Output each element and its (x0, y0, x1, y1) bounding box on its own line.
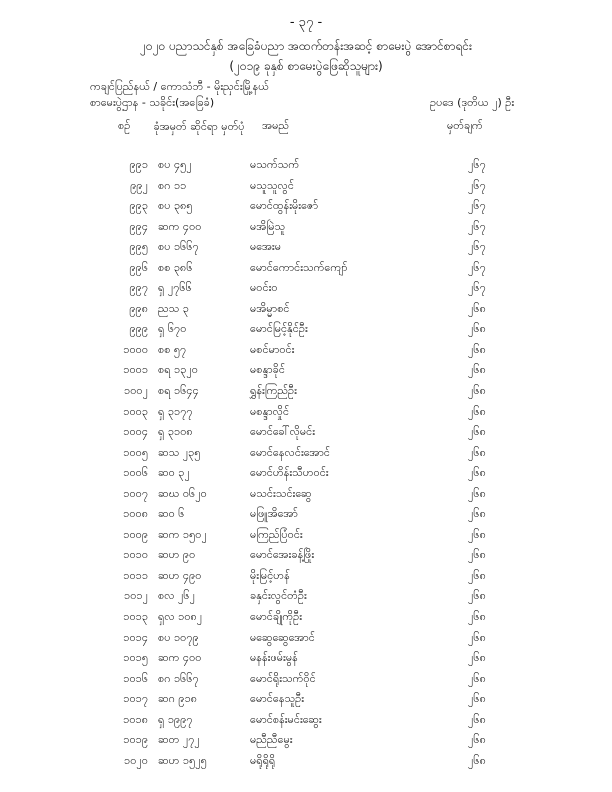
header-serial: စဉ် (118, 119, 131, 132)
row-name: မဖြူအိအော် (250, 507, 298, 521)
table-row (0, 340, 612, 361)
table-row (0, 381, 612, 402)
row-roll-number: ညသ ၃ (158, 301, 189, 315)
row-serial: ၉၉၅ (129, 240, 148, 254)
table-row (0, 463, 612, 484)
table-row (0, 484, 612, 505)
row-remark: ၂၆၈ (468, 568, 486, 582)
table-row (0, 258, 612, 279)
row-roll-number: စဂ ၁၆၆၇ (158, 671, 199, 685)
row-name: မောင်ထွန်းမိုးဇော် (250, 199, 319, 213)
table-row (0, 237, 612, 258)
row-serial: ၁၀၁၈ (123, 712, 148, 726)
row-remark: ၂၆၈ (468, 610, 486, 624)
table-row (0, 689, 612, 710)
row-name: မအိမ္မာစင် (250, 301, 290, 315)
row-remark: ၂၆၈ (468, 733, 486, 747)
row-remark: ၂၆၈ (468, 712, 486, 726)
table-row (0, 669, 612, 690)
table-row (0, 710, 612, 731)
table-row (0, 443, 612, 464)
header-remark: မှတ်ချက် (447, 119, 483, 132)
row-name: မိုးမြင့်ဟန် (250, 568, 290, 582)
row-remark: ၂၆၇ (468, 281, 486, 295)
row-name: မကြည်ပြံဝင်း (250, 527, 303, 541)
row-remark: ၂၆၇ (468, 199, 486, 213)
row-serial: ၁၀၁၃ (123, 610, 148, 624)
row-serial: ၁၀၀၇ (123, 486, 148, 500)
row-roll-number: ရှ ၁၉၉၇ (158, 712, 193, 726)
row-serial: ၁၀၁၁ (123, 568, 148, 582)
row-serial: ၁၀၁၉ (123, 733, 148, 747)
document-subtitle: (၂၀၁၉ ခုနှစ် စာမေးပွဲဖြေဆိုသူများ) (229, 59, 383, 73)
row-name: မစင်မာဝင်း (250, 342, 295, 356)
row-roll-number: ဆတ ၂၇၂ (158, 733, 200, 747)
row-serial: ၉၉၄ (129, 219, 148, 233)
row-roll-number: စဂ ၁၁ (158, 178, 187, 192)
row-remark: ၂၆၈ (468, 466, 486, 480)
row-serial: ၁၀၀၁ (123, 363, 148, 377)
row-remark: ၂၆၈ (468, 301, 486, 315)
table-row (0, 607, 612, 628)
row-serial: ၁၀၁၂ (124, 589, 148, 603)
row-remark: ၂၆၈ (468, 342, 486, 356)
row-name: မောင်ချိုကိုဦး (250, 610, 303, 624)
row-serial: ၉၉၆ (129, 260, 148, 274)
row-remark: ၂၆၈ (468, 384, 486, 398)
row-serial: ၁၀၀၆ (123, 466, 148, 480)
row-name: မနန်းဖမ်းမွန် (250, 651, 298, 665)
header-name: အမည် (262, 119, 290, 132)
row-name: မစန္ဒာခိုင် (250, 363, 285, 377)
row-remark: ၂၆၈ (468, 589, 486, 603)
row-name: မသင်းသင်းဆွေ (250, 486, 312, 500)
row-serial: ၁၀၀၃ (123, 404, 148, 418)
table-row (0, 176, 612, 197)
row-roll-number: ဆက ၄၀၀ (158, 219, 202, 233)
row-name: မသူသူလွင် (250, 178, 294, 192)
row-name: မအေးမ (250, 240, 282, 254)
row-remark: ၂၆၈ (468, 692, 486, 706)
results-list (0, 155, 612, 771)
row-roll-number: စလ ၂၆၂ (158, 589, 195, 603)
row-name: မောင်ရိုးသက်ဝိုင် (250, 671, 316, 685)
row-name: မောင်အေးခန့်ဖြိုး (250, 548, 315, 562)
table-row (0, 751, 612, 772)
row-roll-number: စရ ၁၆၄၄ (158, 384, 199, 398)
table-row (0, 730, 612, 751)
row-roll-number: ရှလ ၁၀၈၂ (158, 610, 203, 624)
row-roll-number: ရှ ၃၁၀၈ (158, 425, 193, 439)
header-roll-number: ခုံအမှတ် ဆိုင်ရာ မှတ်ပုံ (153, 120, 245, 133)
row-remark: ၂၆၈ (468, 527, 486, 541)
row-remark: ၂၆၈ (468, 363, 486, 377)
table-row (0, 422, 612, 443)
table-row (0, 196, 612, 217)
row-serial: ၁၀၁၀ (123, 548, 148, 562)
row-name: ခနှင်းလွင်တံဦး (250, 589, 307, 603)
region-label: ကချင်ပြည်နယ် / ကောသံဘီ - မိုးညှင်းမြို့နယ် (90, 80, 269, 93)
row-roll-number: စပ ၁၀၇၉ (158, 630, 199, 644)
row-roll-number: ဆဟ ၁၅၂၅ (158, 753, 207, 767)
row-roll-number: စပ ၄၅၂ (158, 158, 192, 171)
row-remark: ၂၆၇ (468, 219, 486, 233)
table-row (0, 155, 612, 176)
row-serial: ၁၀၁၄ (123, 630, 148, 644)
row-serial: ၁၀၀၈ (123, 507, 148, 521)
row-roll-number: ဆက ၄၀၀ (158, 651, 202, 665)
row-remark: ၂၆၈ (468, 425, 486, 439)
row-serial: ၉၉၃ (129, 199, 148, 213)
row-serial: ၉၉၂ (130, 178, 148, 192)
row-serial: ၉၉၉ (129, 322, 148, 336)
row-serial: ၉၉၇ (129, 281, 148, 295)
row-roll-number: ရှ ၂၇၆၆ (158, 281, 192, 295)
row-name: မောင်ဟိန်းသီဟဝင်း (250, 466, 329, 480)
page-number: - ၃၇ - (289, 15, 323, 30)
row-roll-number: ဆက ၁၅၀၂ (158, 527, 207, 541)
table-row (0, 628, 612, 649)
table-row (0, 566, 612, 587)
row-roll-number: ဆဝ ၆ (158, 507, 185, 521)
table-row (0, 545, 612, 566)
row-roll-number: စပ ၃၈၅ (158, 199, 193, 213)
row-roll-number: စပ ၁၆၆၇ (158, 240, 199, 254)
row-roll-number: ရှ ၆၇၀ (158, 322, 187, 336)
row-remark: ၂၆၈ (468, 671, 486, 685)
table-row (0, 402, 612, 423)
row-name: မစန္ဒာလှိုင် (250, 404, 290, 418)
row-remark: ၂၆၈ (468, 548, 486, 562)
row-name: မောင်မြင့်နိုင်ဦး (250, 322, 308, 336)
row-roll-number: ရှ ၃၁၇၇ (158, 404, 193, 418)
row-remark: ၂၆၇ (468, 158, 486, 171)
remark-heading: ဥပဒေ (ဒုတိယ ၂) ဦး (430, 96, 515, 109)
table-row (0, 319, 612, 340)
row-serial: ၁၀၀၉ (123, 527, 148, 541)
row-remark: ၂၆၈ (468, 486, 486, 500)
row-name: မအိမြဲသူ (250, 219, 286, 233)
row-serial: ၁၀၀၅ (123, 445, 148, 459)
row-name: မောင်စန်းမင်းဆွေး (250, 712, 322, 726)
row-remark: ၂၆၇ (468, 178, 486, 192)
row-remark: ၂၆၈ (468, 651, 486, 665)
row-roll-number: ဆသ ၂၃၅ (158, 445, 201, 459)
row-roll-number: ဆဟ ၄၉၀ (158, 568, 202, 582)
row-name: မညီညီမွေး (250, 733, 293, 747)
row-serial: ၁၀၀၀ (123, 342, 148, 356)
row-name: ရွှန်းကြည်ဦး (250, 384, 297, 398)
row-name: မောင်နေသူဦး (250, 692, 305, 706)
table-row (0, 504, 612, 525)
row-name: မောင်ကောင်းသက်ကျော် (250, 260, 348, 274)
row-serial: ၉၉၈ (129, 301, 148, 315)
table-row (0, 586, 612, 607)
row-name: မဝင်းဝ (250, 281, 278, 295)
row-remark: ၂၆၈ (468, 753, 486, 767)
row-serial: ၁၀၀၄ (123, 425, 148, 439)
row-serial: ၉၉၁ (129, 158, 148, 171)
row-name: မဆွေဆွေအောင် (250, 630, 315, 644)
row-serial: ၁၀၂၀ (124, 753, 148, 767)
row-roll-number: စစ ၅၇ (158, 342, 187, 356)
table-row (0, 648, 612, 669)
table-row (0, 217, 612, 238)
row-name: မရိုရိုရို (250, 753, 276, 767)
row-roll-number: ဆဂ ၉၁၈ (158, 692, 198, 706)
row-remark: ၂၆၇ (468, 240, 486, 254)
table-row (0, 360, 612, 381)
table-row (0, 299, 612, 320)
row-roll-number: ဆဝ ၃၂ (158, 466, 190, 480)
table-row (0, 278, 612, 299)
row-serial: ၁၀၁၆ (123, 671, 148, 685)
row-roll-number: ဆဟ ၉၀ (158, 548, 196, 562)
row-remark: ၂၆၈ (468, 630, 486, 644)
row-remark: ၂၆၈ (468, 445, 486, 459)
row-remark: ၂၆၈ (468, 507, 486, 521)
row-name: မောင်နေလင်းအောင် (250, 445, 331, 459)
row-roll-number: စစ ၃၈၆ (158, 260, 193, 274)
document-title: ၂၀၂၀ ပညာသင်နှစ် အခြေခံပညာ အထက်တန်းအဆင့် စာမေးပွဲ အောင်စာရင်း (139, 39, 473, 53)
row-serial: ၁၀၁၇ (123, 692, 148, 706)
row-remark: ၂၆၈ (468, 322, 486, 336)
row-roll-number: ဆဃ ၀၆၂၀ (158, 486, 207, 500)
row-serial: ၁၀၀၂ (124, 384, 148, 398)
row-remark: ၂၆၈ (468, 404, 486, 418)
table-row (0, 525, 612, 546)
exam-center-label: စာမေးပွဲဌာန - သခိုင်း(အခြေခံ) (90, 96, 215, 109)
row-name: မသက်သက် (250, 158, 300, 171)
row-name: မောင်ခေါ်လိုမင်း (250, 425, 316, 439)
row-roll-number: စရ ၁၃၂၀ (158, 363, 198, 377)
row-remark: ၂၆၇ (468, 260, 486, 274)
row-serial: ၁၀၁၅ (123, 651, 148, 665)
